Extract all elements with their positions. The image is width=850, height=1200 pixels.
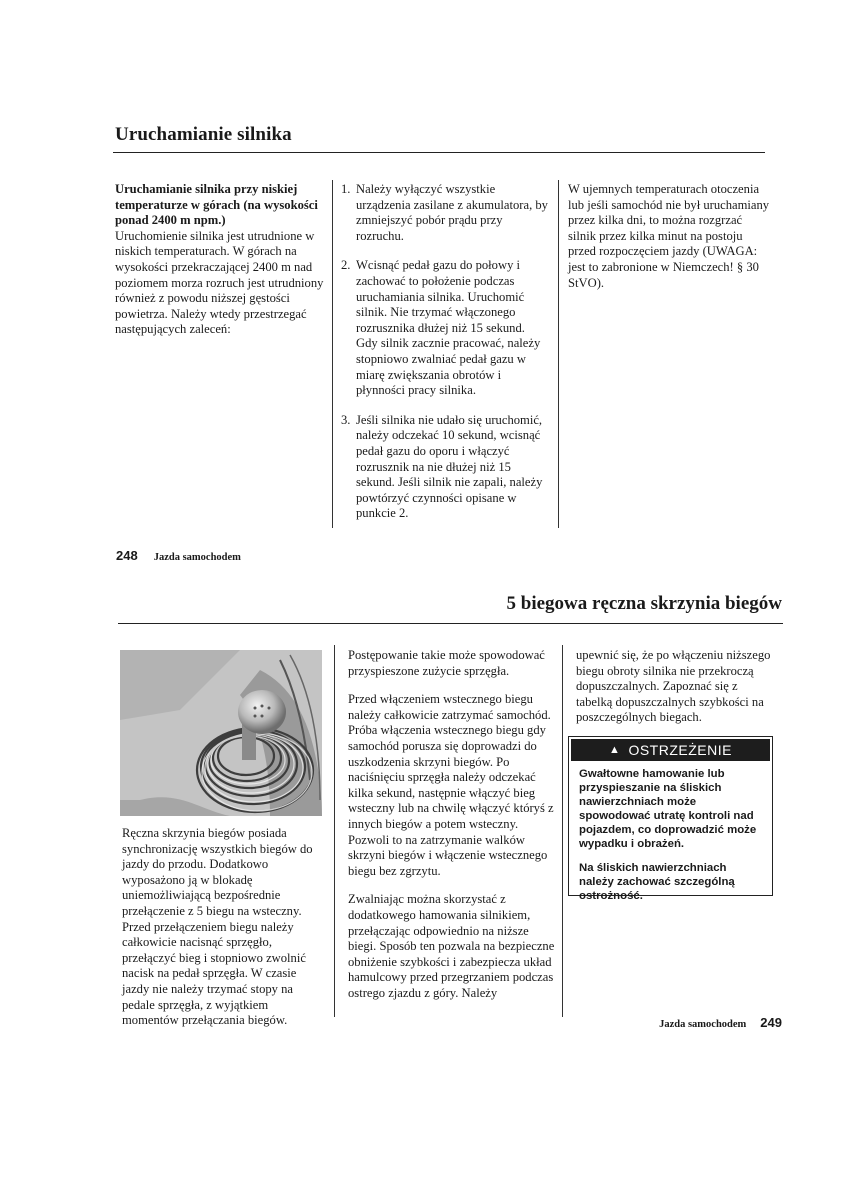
bottom-column-1 bbox=[122, 826, 324, 1029]
step-number: 2. bbox=[341, 258, 351, 273]
paragraph: Postępowanie takie może spowodować przyspieszone zużycie sprzęgła. bbox=[348, 648, 545, 678]
column-divider bbox=[562, 645, 563, 1017]
step-number: 3. bbox=[341, 412, 351, 427]
step-text: Należy wyłączyć wszystkie urządzenia zasilane z akumulatora, by zmniejszyć pobór prądu przy rozruchu. bbox=[356, 182, 548, 243]
paragraph: Zwalniając można skorzystać z dodatkowego hamowania silnikiem, przełączając odpowiednio na niższe biegi. Sposób ten pozwala na bezpieczne obniżenie szybkości i zabezpiecza układ hamulcowy przed przegrzaniem podczas ostrego zjazdu z góry. Należy bbox=[348, 892, 555, 1000]
list-item bbox=[341, 182, 549, 244]
section-heading: Uruchamianie silnika przy niskiej temperaturze w górach (na wysokości ponad 2400 m npm.) bbox=[115, 182, 318, 228]
column-divider bbox=[558, 180, 559, 528]
paragraph: Przed włączeniem wstecznego biegu należy całkowicie zatrzymać samochód. Próba włączenia wstecznego biegu gdy samochód porusza się doprowadzi do uszkodzenia skrzyni biegów. Po naciśnięciu sprzęgła należy odczekać kilka sekund, następnie włączyć bieg wsteczny lub na chwilę włączyć któryś z innych biegów a potem wsteczny. Pozwoli to na zatrzymanie walków skrzyni biegów i włączenie wstecznego biegu bez zgrzytu. bbox=[348, 692, 554, 878]
title-rule-bottom bbox=[118, 623, 783, 624]
step-text: Wcisnąć pedał gazu do połowy i zachować to położenie podczas uruchamiania silnika. Uruchomić silnik. Nie trzymać włączonego rozrusznika dłużej niż 15 sekund. Gdy silnik zacznie pracować, należy stopniowo zwalniać pedał gazu w miarę zwiększania obrotów i płynności pracy silnika. bbox=[356, 258, 541, 398]
warning-title: OSTRZEŻENIE bbox=[628, 742, 732, 758]
step-text: Jeśli silnika nie udało się uruchomić, należy odczekać 10 sekund, wcisnąć pedał gazu do oporu i włączyć rozrusznik na nie dłużej niż 15 sekund. Jeśli silnik nie zapali, należy powtórzyć czynności opisane w punkcie 2. bbox=[356, 412, 543, 521]
warning-box bbox=[568, 736, 773, 902]
intro-paragraph: Uruchomienie silnika jest utrudnione w niskich temperaturach. W górach na wysokości przekraczającej 2400 m nad poziomem morza rozruch jest utrudniony również z powodu niższej gęstości powietrza. Należy wtedy przestrzegać następujących zaleceń: bbox=[115, 228, 324, 337]
step-number: 1. bbox=[341, 182, 351, 196]
title-rule-top bbox=[113, 152, 765, 153]
page-title-top: Uruchamianie silnika bbox=[115, 124, 292, 145]
warning-triangle-icon: ▲ bbox=[609, 744, 621, 756]
top-column-3 bbox=[568, 182, 770, 291]
column-divider bbox=[332, 180, 333, 528]
page-footer-bottom bbox=[659, 1014, 782, 1032]
gearbox-intro: Ręczna skrzynia biegów posiada synchronizację wszystkich biegów do jazdy do przodu. Dodatkowo wyposażono ją w blokadę uniemożliwiającą bezpośrednie przełączenie z 5 biegu na wsteczny. Przed przełączeniem biegu należy całkowicie nacisnąć sprzęgło, przełączyć bieg i stopniowo zwolnić nacisk na pedał sprzęgła. W czasie jazdy nie należy trzymać stopy na pedale sprzęgła, z wyjątkiem momentów przełączania biegów. bbox=[122, 826, 313, 1028]
page-number: 248 bbox=[116, 548, 138, 563]
page-title-bottom: 5 biegowa ręczna skrzynia biegów bbox=[506, 593, 782, 614]
page-footer-top bbox=[116, 547, 241, 565]
bottom-column-2 bbox=[348, 648, 556, 1014]
steps-list bbox=[341, 182, 549, 522]
gear-shifter-photo bbox=[120, 650, 322, 816]
top-column-2 bbox=[341, 182, 549, 536]
warning-text: Na śliskich nawierzchniach należy zachować szczególną ostrożność. bbox=[579, 862, 735, 902]
rpm-note: upewnić się, że po włączeniu niższego biegu obroty silnika nie przekroczą dopuszczalnych. Zapoznać się z tabelką dopuszczalnych szybkości na poszczególnych biegach. bbox=[576, 648, 771, 725]
warning-text: Gwałtowne hamowanie lub przyspieszanie na śliskich nawierzchniach może spowodować utratę kontroli nad pojazdem, co doprowadzić może wypadku i obrażeń. bbox=[579, 768, 757, 850]
section-label: Jazda samochodem bbox=[153, 552, 241, 563]
page-number: 249 bbox=[760, 1015, 782, 1030]
note-paragraph: W ujemnych temperaturach otoczenia lub jeśli samochód nie był uruchamiany przez kilka dni, to można rozgrzać silnik przez kilka minut na postoju przed rozpoczęciem jazdy (UWAGA: jest to zabronione w Niemczech! § 30 StVO). bbox=[568, 182, 770, 290]
warning-header bbox=[571, 739, 770, 761]
warning-body bbox=[569, 763, 772, 903]
list-item bbox=[341, 258, 549, 398]
list-item bbox=[341, 413, 549, 522]
bottom-column-3 bbox=[576, 648, 776, 726]
top-column-1 bbox=[115, 182, 325, 338]
section-label: Jazda samochodem bbox=[659, 1019, 747, 1030]
column-divider bbox=[334, 645, 335, 1017]
